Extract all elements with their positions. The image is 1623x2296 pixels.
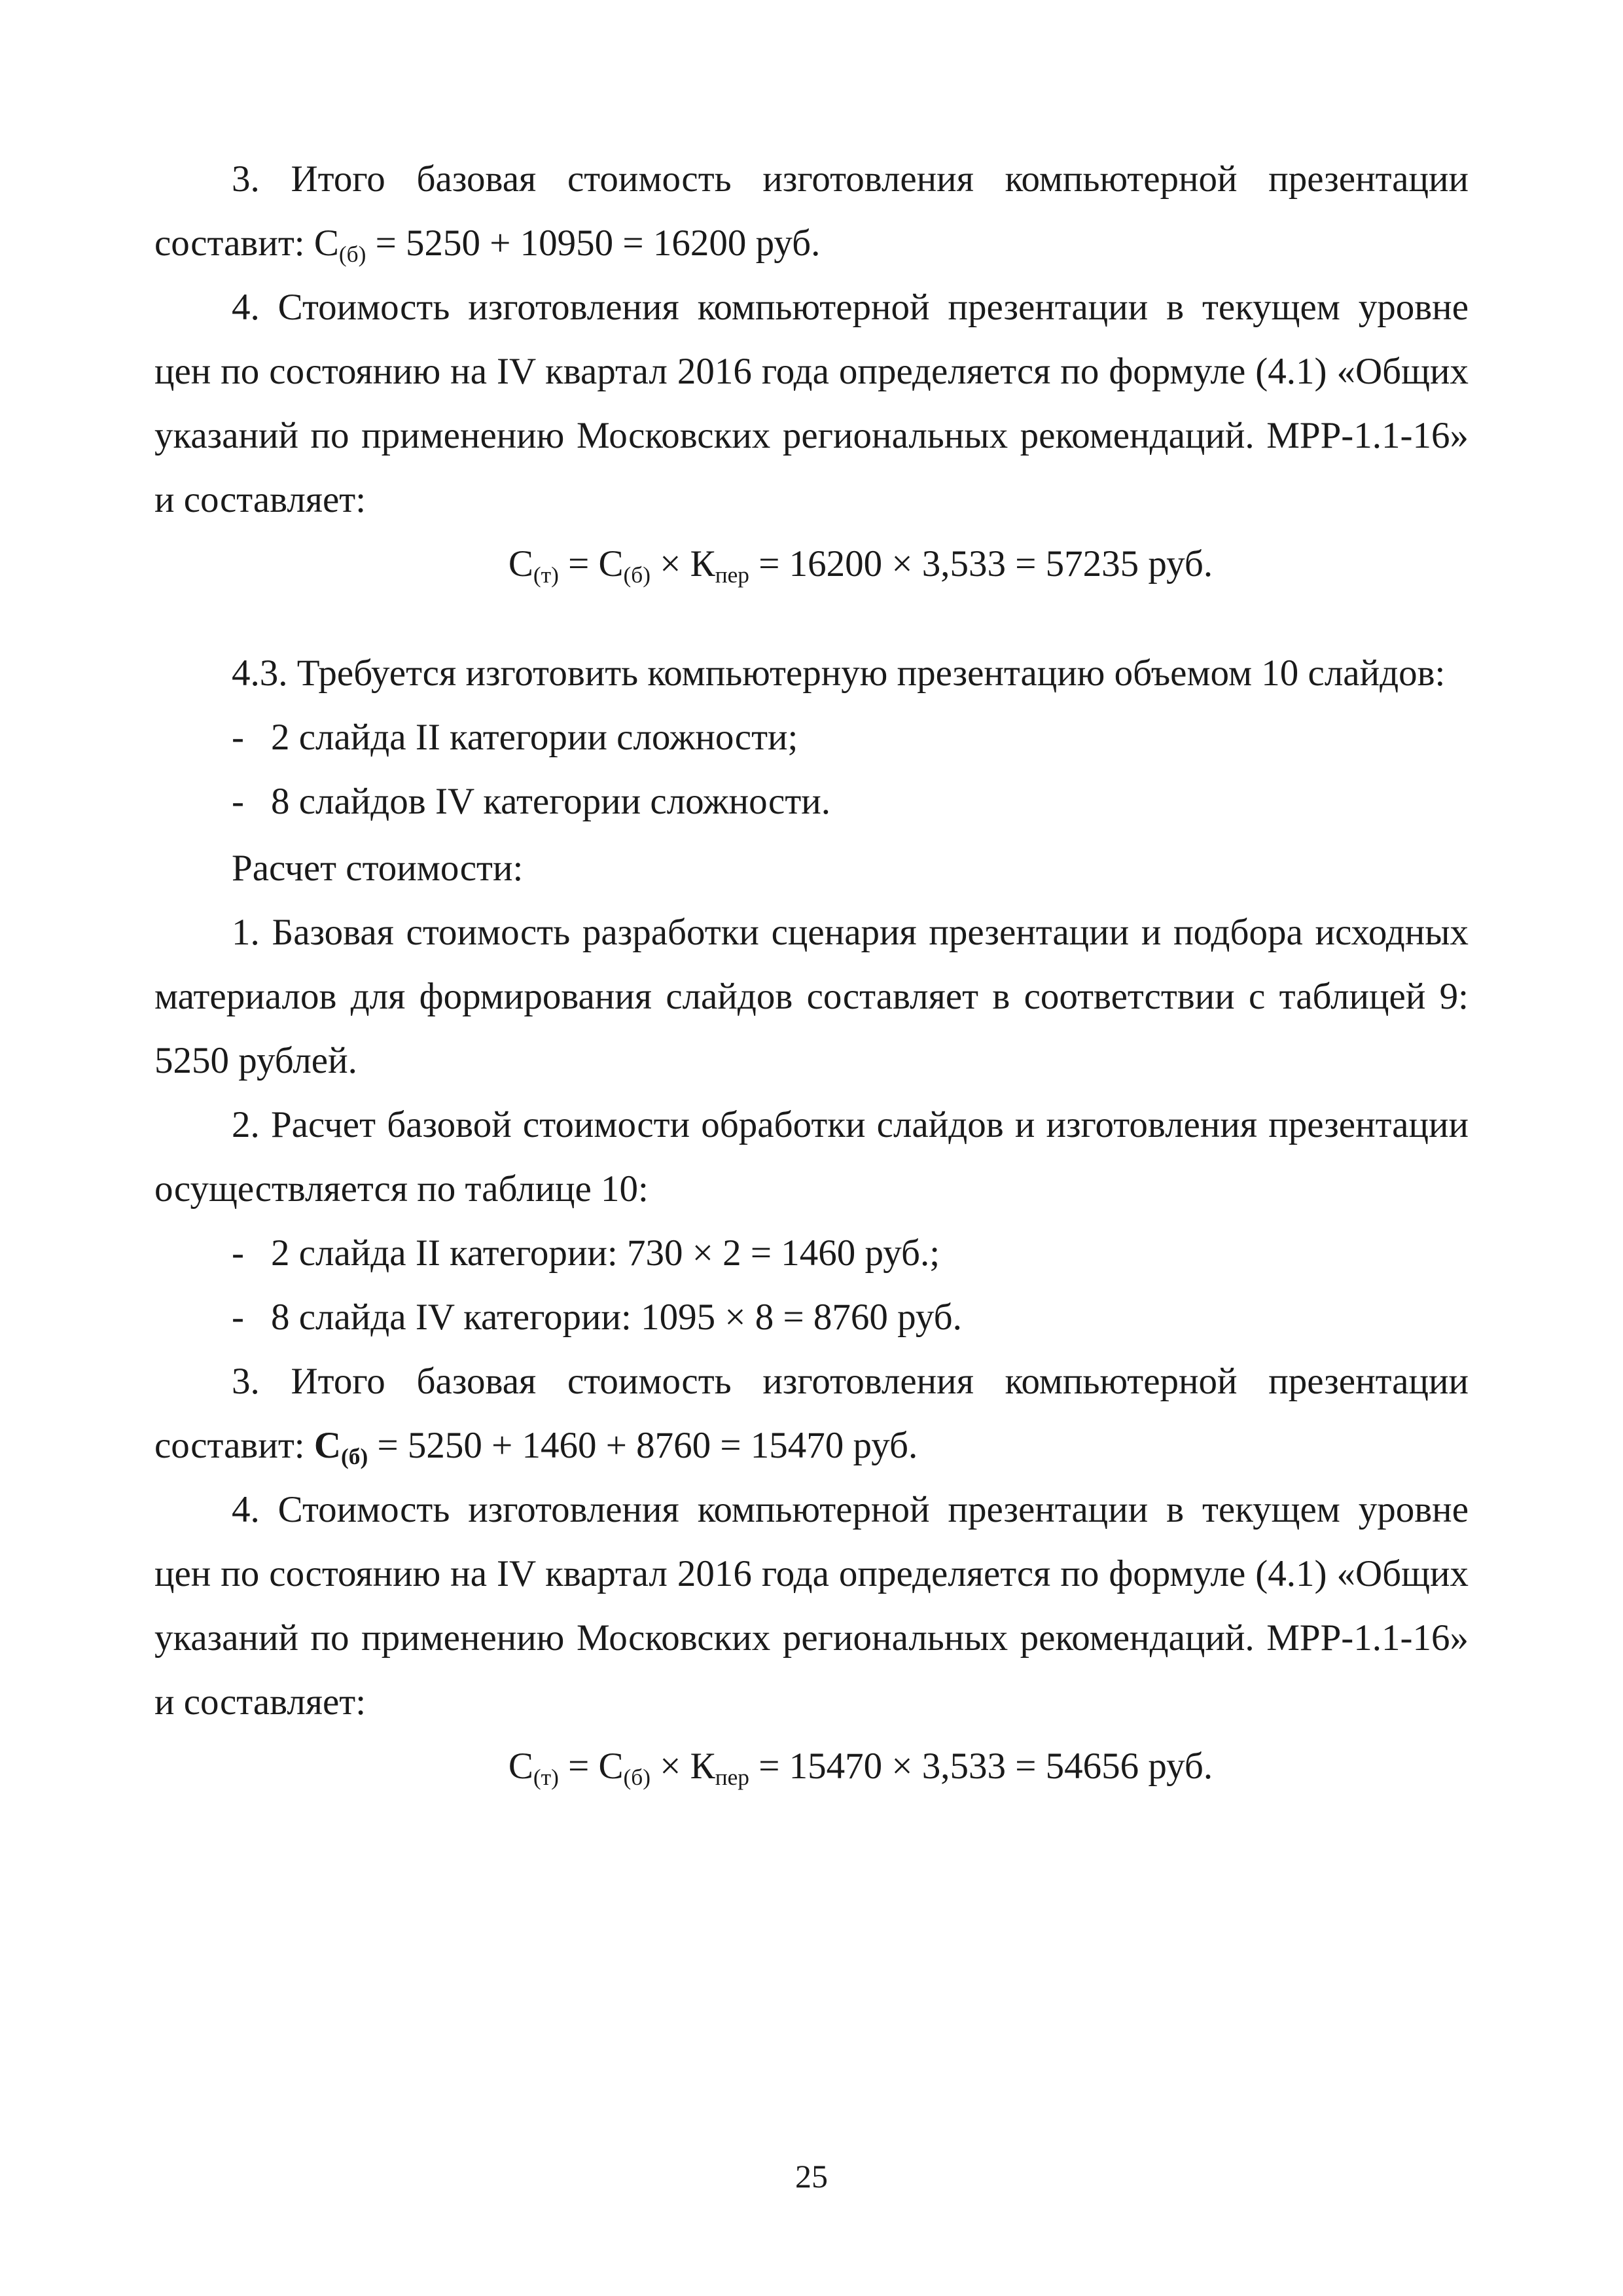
formula-current-cost-1: $С_{(т)} = С_{(б)} \times К_{пер} = 16200 \times 3,533 = 57235$ руб. <box>508 543 1213 588</box>
section-intro: 4.3. Требуется изготовить компьютерную презентацию объемом 10 слайдов: <box>232 653 1446 694</box>
paragraph-total-base-cost-2: 3. Итого базовая стоимость изготовления компьютерной презентации составит: $С_{(б)} = 5250 + 1460 + 8760 = 15470$ руб. <box>154 1361 1469 1469</box>
formula-current-cost-2: $С_{(т)} = С_{(б)} \times К_{пер} = 15470 \times 3,533 = 54656$ руб. <box>508 1746 1213 1790</box>
paragraph-current-price-1: 4. Стоимость изготовления компьютерной презентации в текущем уровне цен по состоянию на IV квартал 2016 года определяется по формуле (4.1) «Общих указаний по применению Московских региональных рекомендаций. МРР-1.1-16» и составляет: <box>154 287 1469 520</box>
calc-title: Расчет стоимости: <box>232 848 524 889</box>
cost-subscript: (б) <box>341 1443 368 1469</box>
paragraph-scenario-cost: 1. Базовая стоимость разработки сценария презентации и подбора исходных материалов для формирования слайдов составляет в соответствии с таблицей 9: 5250 рублей. <box>154 912 1469 1081</box>
page-number: 25 <box>795 2158 828 2195</box>
cost-subscript: (б) <box>338 241 366 267</box>
cost-symbol: С <box>313 1425 342 1466</box>
paragraph-current-price-2: 4. Стоимость изготовления компьютерной презентации в текущем уровне цен по состоянию на IV квартал 2016 года определяется по формуле (4.1) «Общих указаний по применению Московских региональных рекомендаций. МРР-1.1-16» и составляет: <box>154 1489 1469 1723</box>
section-4-3 <box>154 641 1469 1799</box>
list-item: - 2 слайда II категории: 730 × 2 = 1460 руб.; <box>232 1232 940 1274</box>
paragraph-slide-processing: 2. Расчет базовой стоимости обработки слайдов и изготовления презентации осуществляется по таблице 10: <box>154 1104 1469 1210</box>
paragraph-total-base-cost-1: 3. Итого базовая стоимость изготовления компьютерной презентации составит: $С_{(б)} = 5250 + 10950 = 16200$ руб. <box>154 158 1469 267</box>
list-item: - 8 слайдов IV категории сложности. <box>232 781 830 822</box>
list-item: - 8 слайда IV категории: 1095 × 8 = 8760 руб. <box>232 1297 962 1338</box>
list-item: - 2 слайда II категории сложности; <box>232 717 798 758</box>
block-continuation <box>154 147 1469 596</box>
cost-symbol: С <box>313 223 339 264</box>
